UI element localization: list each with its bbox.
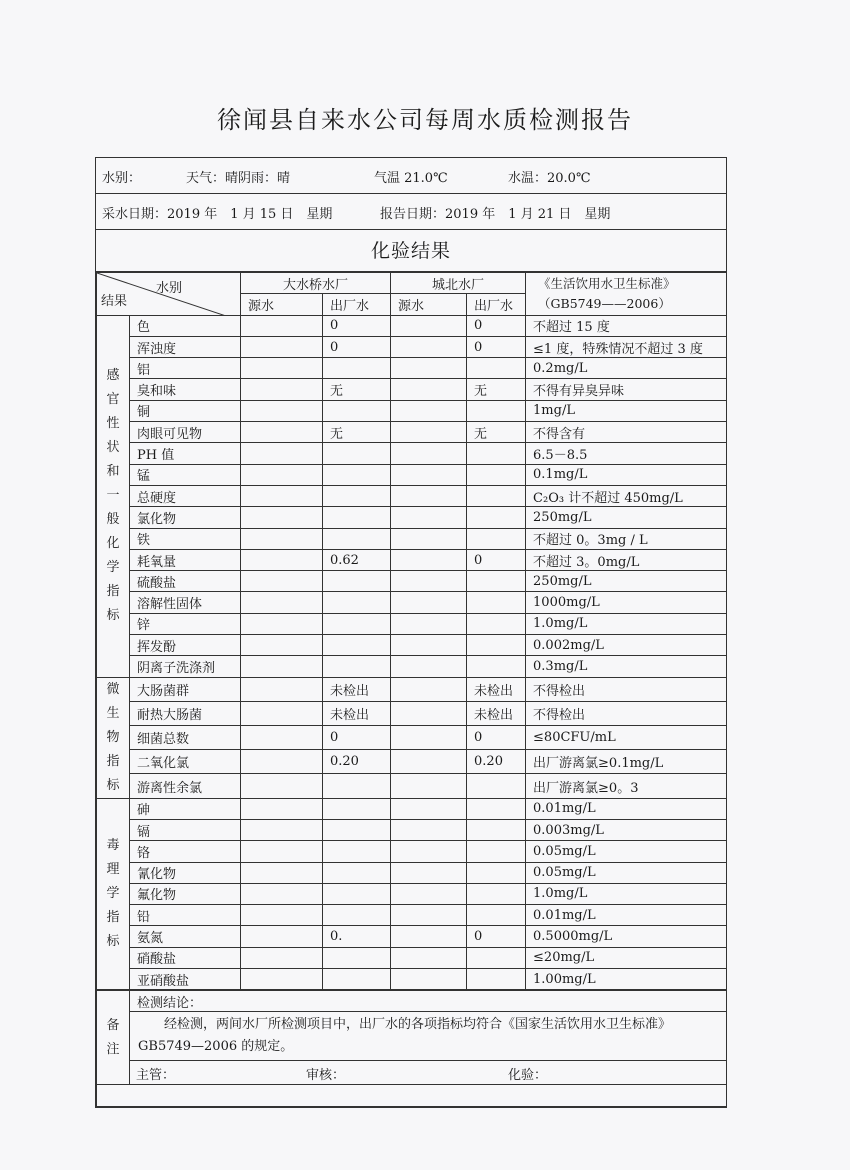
category-char: 一 [106, 488, 120, 504]
plant2-source-value [391, 315, 467, 336]
item-name: 肉眼可见物 [130, 422, 241, 443]
plant1-source-value [241, 443, 323, 464]
conclusion-text-content: 经检测，两间水厂所检测项目中，出厂水的各项指标均符合《国家生活饮用水卫生标准》GB5749—2006 的规定。 [138, 1017, 672, 1055]
plant2-source-value [391, 819, 467, 840]
tester-label: 化验： [508, 1068, 548, 1084]
standard-value: C₂O₃ 计不超过 450mg/L [526, 485, 727, 506]
plant2-source-value [391, 358, 467, 379]
plant2-outlet-header: 出厂水 [467, 294, 526, 315]
plant2-outlet-value [467, 883, 526, 904]
plant1-source-value [241, 507, 323, 528]
plant1-outlet-value [323, 635, 391, 656]
plant2-source-value [391, 422, 467, 443]
notes-label [97, 991, 130, 1085]
table-row [97, 485, 727, 506]
table-row [97, 315, 727, 336]
plant2-outlet-value [467, 798, 526, 819]
plant2-source-value [391, 701, 467, 725]
item-name: 耗氧量 [130, 549, 241, 570]
item-name: 氨氮 [130, 926, 241, 947]
plant2-outlet-value: 0 [467, 726, 526, 750]
plant2-outlet-value [467, 485, 526, 506]
plant2-source-value [391, 528, 467, 549]
category-char: 物 [106, 729, 120, 745]
category-char: 官 [106, 392, 120, 408]
report-title: 徐闻县自来水公司每周水质检测报告 [217, 106, 633, 134]
item-name: PH 值 [130, 443, 241, 464]
plant1-outlet-value [323, 656, 391, 677]
plant1-outlet-value [323, 613, 391, 634]
standard-value: 出厂游离氯≥0。3 [526, 774, 727, 798]
plant1-source-value [241, 400, 323, 421]
table-row [97, 819, 727, 840]
plant1-source-value [241, 883, 323, 904]
plant2-outlet-value [467, 464, 526, 485]
standard-value: 0.05mg/L [526, 841, 727, 862]
plant1-outlet-value: 无 [323, 379, 391, 400]
plant2-outlet-value [467, 656, 526, 677]
standard-value: 0.002mg/L [526, 635, 727, 656]
plant1-source-value [241, 798, 323, 819]
plant2-source-value [391, 613, 467, 634]
plant1-source-value [241, 905, 323, 926]
plant2-outlet-value [467, 862, 526, 883]
plant2-outlet-value [467, 774, 526, 798]
plant1-outlet-value [323, 443, 391, 464]
standard-value: 不得检出 [526, 677, 727, 701]
plant1-outlet-value [323, 358, 391, 379]
plant1-outlet-header: 出厂水 [323, 294, 391, 315]
category-char: 般 [106, 512, 120, 528]
table-row [97, 571, 727, 592]
plant2-source-value [391, 883, 467, 904]
standard-value: ≤1 度，特殊情况不超过 3 度 [526, 336, 727, 357]
table-row [97, 677, 727, 701]
category-char: 标 [106, 608, 120, 624]
sample-date-field: 采水日期：2019 年 1 月 15 日 星期 [102, 207, 333, 222]
item-name: 氟化物 [130, 883, 241, 904]
category-label [97, 677, 130, 798]
plant2-outlet-value [467, 947, 526, 968]
diagonal-header-cell [97, 273, 241, 316]
category-char: 性 [106, 416, 120, 432]
item-name: 细菌总数 [130, 726, 241, 750]
standard-value: 不超过 0。3mg / L [526, 528, 727, 549]
plant1-source-value [241, 464, 323, 485]
plant2-source-value [391, 677, 467, 701]
column-header-row-1 [97, 273, 727, 294]
standard-value: 1.00mg/L [526, 969, 727, 990]
item-name: 溶解性固体 [130, 592, 241, 613]
plant1-outlet-value: 未检出 [323, 701, 391, 725]
plant1-outlet-value [323, 464, 391, 485]
section-title: 化验结果 [96, 230, 726, 272]
category-char: 理 [106, 861, 120, 877]
plant2-outlet-value: 未检出 [467, 701, 526, 725]
table-row [97, 422, 727, 443]
plant1-outlet-value [323, 507, 391, 528]
plant2-source-value [391, 947, 467, 968]
category-char: 标 [106, 777, 120, 793]
plant1-source-value [241, 315, 323, 336]
plant2-source-value [391, 336, 467, 357]
plant2-source-value [391, 635, 467, 656]
category-char: 学 [106, 560, 120, 576]
standard-value: ≤20mg/L [526, 947, 727, 968]
plant2-outlet-value [467, 819, 526, 840]
plant2-source-value [391, 750, 467, 774]
category-char: 状 [106, 440, 120, 456]
table-row [97, 358, 727, 379]
plant1-outlet-value [323, 883, 391, 904]
plant2-outlet-value [467, 571, 526, 592]
plant2-header: 城北水厂 [391, 273, 526, 294]
plant2-source-value [391, 443, 467, 464]
plant2-source-value [391, 464, 467, 485]
plant1-outlet-value [323, 819, 391, 840]
plant2-outlet-value [467, 841, 526, 862]
item-name: 浑浊度 [130, 336, 241, 357]
standard-value: 1.0mg/L [526, 613, 727, 634]
plant1-outlet-value [323, 400, 391, 421]
plant1-outlet-value [323, 798, 391, 819]
standard-value: 不得检出 [526, 701, 727, 725]
item-name: 铬 [130, 841, 241, 862]
water-temp-field: 水温：20.0℃ [508, 171, 591, 186]
header-row-weather [96, 158, 726, 194]
plant2-outlet-value [467, 613, 526, 634]
standard-header-line1: 《生活饮用水卫生标准》 [538, 275, 676, 291]
table-row [97, 905, 727, 926]
table-row [97, 701, 727, 725]
plant2-source-value [391, 656, 467, 677]
standard-value: 0.01mg/L [526, 905, 727, 926]
category-char: 化 [106, 536, 120, 552]
report-frame [95, 157, 727, 1108]
plant1-outlet-value: 0 [323, 336, 391, 357]
plant1-source-value [241, 635, 323, 656]
air-temp-field: 气温 21.0℃ [374, 171, 448, 186]
item-name: 锰 [130, 464, 241, 485]
category-char: 生 [106, 705, 120, 721]
notes-table [96, 990, 727, 1106]
plant1-source-value [241, 841, 323, 862]
category-char: 学 [106, 885, 120, 901]
table-row [97, 464, 727, 485]
table-row [97, 592, 727, 613]
table-row [97, 400, 727, 421]
standard-value: 出厂游离氯≥0.1mg/L [526, 750, 727, 774]
blank-row [97, 1085, 727, 1106]
plant1-source-value [241, 701, 323, 725]
plant2-source-value [391, 592, 467, 613]
header-row-dates [96, 194, 726, 230]
signature-row [130, 1061, 727, 1085]
plant1-outlet-value [323, 774, 391, 798]
table-row [97, 862, 727, 883]
plant2-source-value [391, 905, 467, 926]
plant2-outlet-value: 无 [467, 422, 526, 443]
category-char: 和 [106, 464, 120, 480]
plant1-outlet-value: 未检出 [323, 677, 391, 701]
plant1-source-value [241, 571, 323, 592]
plant2-outlet-value: 0 [467, 549, 526, 570]
plant2-source-value [391, 549, 467, 570]
table-row [97, 549, 727, 570]
standard-value: 0.05mg/L [526, 862, 727, 883]
plant1-source-value [241, 422, 323, 443]
plant2-outlet-value [467, 528, 526, 549]
plant2-outlet-value: 0.20 [467, 750, 526, 774]
notes-label-char: 备 [106, 1017, 120, 1033]
item-name: 铝 [130, 358, 241, 379]
reviewer-label: 审核： [306, 1068, 346, 1084]
plant1-source-value [241, 549, 323, 570]
plant1-outlet-value [323, 528, 391, 549]
plant2-source-value [391, 726, 467, 750]
plant2-outlet-value: 0 [467, 315, 526, 336]
category-char: 指 [106, 909, 120, 925]
plant2-source-value [391, 507, 467, 528]
table-row [97, 528, 727, 549]
category-char: 微 [106, 681, 120, 697]
standard-value: 0.003mg/L [526, 819, 727, 840]
conclusion-text [130, 1012, 727, 1061]
plant2-outlet-value [467, 635, 526, 656]
table-row [97, 336, 727, 357]
plant1-outlet-value: 0. [323, 926, 391, 947]
item-name: 铅 [130, 905, 241, 926]
category-label [97, 315, 130, 677]
standard-value: 1mg/L [526, 400, 727, 421]
plant1-source-value [241, 528, 323, 549]
plant2-outlet-value [467, 507, 526, 528]
standard-value: 6.5－8.5 [526, 443, 727, 464]
item-name: 挥发酚 [130, 635, 241, 656]
plant1-header: 大水桥水厂 [241, 273, 391, 294]
plant1-source-value [241, 677, 323, 701]
category-char: 指 [106, 584, 120, 600]
plant1-source-value [241, 819, 323, 840]
plant1-source-value [241, 750, 323, 774]
plant2-outlet-value: 无 [467, 379, 526, 400]
standard-value: 250mg/L [526, 571, 727, 592]
report-date-field: 报告日期：2019 年 1 月 21 日 星期 [380, 207, 611, 222]
table-row [97, 635, 727, 656]
weather-field: 天气：晴阴雨：晴 [186, 171, 291, 186]
plant2-outlet-value [467, 905, 526, 926]
water-type-label: 水别： [102, 171, 142, 186]
plant2-outlet-value: 0 [467, 926, 526, 947]
category-label [97, 798, 130, 990]
standard-header-line2: （GB5749——2006） [538, 295, 671, 311]
standard-value: 0.1mg/L [526, 464, 727, 485]
plant1-source-value [241, 726, 323, 750]
table-row [97, 969, 727, 990]
plant2-source-value [391, 926, 467, 947]
plant1-outlet-value [323, 841, 391, 862]
diag-bottom-label: 结果 [101, 293, 128, 309]
item-name: 阴离子洗涤剂 [130, 656, 241, 677]
standard-value: 250mg/L [526, 507, 727, 528]
item-name: 硝酸盐 [130, 947, 241, 968]
plant1-source-value [241, 774, 323, 798]
table-row [97, 947, 727, 968]
plant1-source-value [241, 947, 323, 968]
standard-value: 1000mg/L [526, 592, 727, 613]
plant2-outlet-value [467, 358, 526, 379]
table-row [97, 613, 727, 634]
plant1-source-value [241, 969, 323, 990]
table-row [97, 507, 727, 528]
plant1-source-header: 源水 [241, 294, 323, 315]
plant2-source-value [391, 969, 467, 990]
plant2-source-value [391, 379, 467, 400]
plant2-outlet-value: 0 [467, 336, 526, 357]
plant2-outlet-value: 未检出 [467, 677, 526, 701]
plant1-outlet-value [323, 485, 391, 506]
plant1-outlet-value [323, 592, 391, 613]
item-name: 臭和味 [130, 379, 241, 400]
plant1-outlet-value [323, 947, 391, 968]
item-name: 铜 [130, 400, 241, 421]
plant2-source-value [391, 774, 467, 798]
table-row [97, 798, 727, 819]
standard-value: 0.2mg/L [526, 358, 727, 379]
table-row [97, 926, 727, 947]
standard-value: 0.5000mg/L [526, 926, 727, 947]
standard-value: 0.3mg/L [526, 656, 727, 677]
item-name: 二氧化氯 [130, 750, 241, 774]
item-name: 氯化物 [130, 507, 241, 528]
supervisor-label: 主管： [136, 1068, 176, 1084]
table-row [97, 774, 727, 798]
plant1-source-value [241, 926, 323, 947]
plant1-source-value [241, 862, 323, 883]
conclusion-label: 检测结论： [130, 991, 727, 1012]
plant1-outlet-value [323, 862, 391, 883]
item-name: 耐热大肠菌 [130, 701, 241, 725]
table-row [97, 750, 727, 774]
diag-top-label: 水别 [155, 281, 182, 296]
item-name: 砷 [130, 798, 241, 819]
plant2-source-header: 源水 [391, 294, 467, 315]
plant1-outlet-value: 0 [323, 726, 391, 750]
standard-value: 不得有异臭异味 [526, 379, 727, 400]
plant2-source-value [391, 400, 467, 421]
notes-label-char: 注 [106, 1041, 120, 1057]
standard-value: 不超过 3。0mg/L [526, 549, 727, 570]
item-name: 硫酸盐 [130, 571, 241, 592]
table-row [97, 443, 727, 464]
category-char: 毒 [106, 837, 120, 853]
plant1-outlet-value: 0.20 [323, 750, 391, 774]
plant1-source-value [241, 485, 323, 506]
plant1-source-value [241, 358, 323, 379]
standard-header [526, 273, 727, 316]
category-char: 标 [106, 933, 120, 949]
plant1-outlet-value [323, 905, 391, 926]
plant2-source-value [391, 862, 467, 883]
plant2-source-value [391, 841, 467, 862]
item-name: 总硬度 [130, 485, 241, 506]
plant1-outlet-value: 0 [323, 315, 391, 336]
item-name: 氰化物 [130, 862, 241, 883]
item-name: 色 [130, 315, 241, 336]
plant1-outlet-value [323, 969, 391, 990]
plant1-outlet-value: 无 [323, 422, 391, 443]
plant1-source-value [241, 592, 323, 613]
item-name: 亚硝酸盐 [130, 969, 241, 990]
plant2-outlet-value [467, 592, 526, 613]
category-char: 感 [106, 368, 120, 384]
plant1-source-value [241, 379, 323, 400]
item-name: 铁 [130, 528, 241, 549]
plant1-outlet-value [323, 571, 391, 592]
plant1-outlet-value: 0.62 [323, 549, 391, 570]
plant2-outlet-value [467, 443, 526, 464]
table-row [97, 726, 727, 750]
plant2-source-value [391, 485, 467, 506]
table-row [97, 841, 727, 862]
plant2-outlet-value [467, 969, 526, 990]
plant2-source-value [391, 571, 467, 592]
category-char: 指 [106, 753, 120, 769]
standard-value: 1.0mg/L [526, 883, 727, 904]
item-name: 游离性余氯 [130, 774, 241, 798]
plant1-source-value [241, 336, 323, 357]
plant2-outlet-value [467, 400, 526, 421]
table-row [97, 883, 727, 904]
item-name: 大肠菌群 [130, 677, 241, 701]
item-name: 镉 [130, 819, 241, 840]
standard-value: 不超过 15 度 [526, 315, 727, 336]
table-row [97, 379, 727, 400]
results-table [96, 272, 727, 990]
plant1-source-value [241, 656, 323, 677]
plant2-source-value [391, 798, 467, 819]
item-name: 锌 [130, 613, 241, 634]
plant1-source-value [241, 613, 323, 634]
table-row [97, 656, 727, 677]
standard-value: 不得含有 [526, 422, 727, 443]
standard-value: 0.01mg/L [526, 798, 727, 819]
standard-value: ≤80CFU/mL [526, 726, 727, 750]
